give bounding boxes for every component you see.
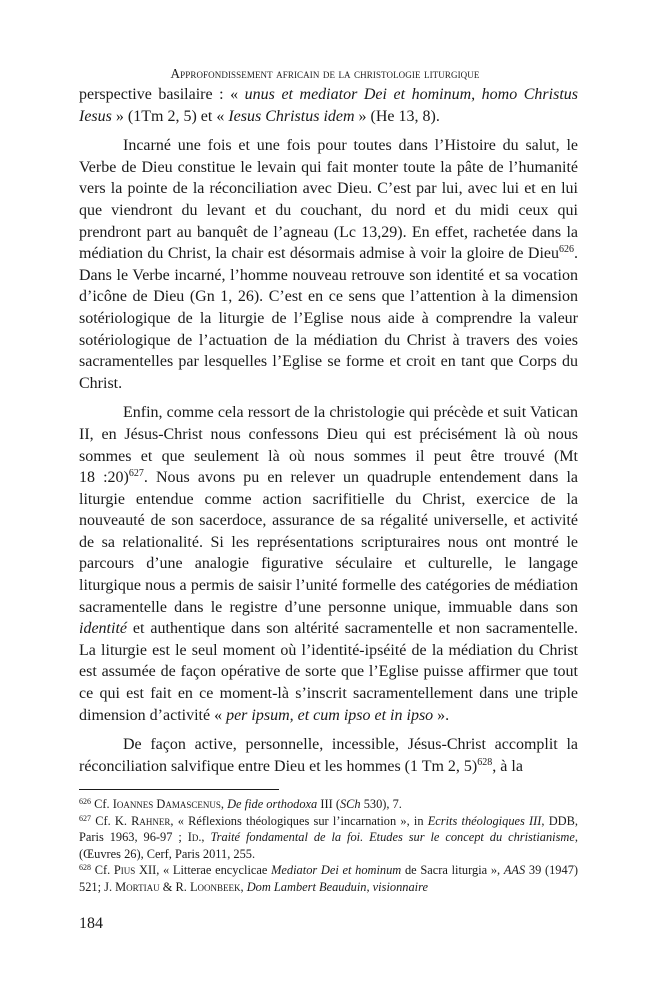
fn-author: Loonbeek <box>189 879 241 894</box>
footnote-627 <box>79 813 578 863</box>
main-text <box>79 84 578 777</box>
footnote-number: 628 <box>79 863 91 873</box>
p1-latin-quote-1: unus et mediator Dei et hominum, homo Christus Iesus <box>79 86 579 125</box>
fn-author: Rahner <box>131 813 171 828</box>
p3-italic-identite: identité <box>79 620 127 638</box>
footnote-number: 626 <box>79 797 91 806</box>
fn-text: , « Réflexions théologiques sur l’incarnation », in <box>170 813 428 828</box>
fn-text: , <box>201 830 211 845</box>
p4-text-2: , à la <box>492 757 523 775</box>
fn-text: , <box>240 879 247 894</box>
fn-text: de Sacra liturgia », <box>401 863 504 878</box>
fn-text: Cf. <box>91 797 113 811</box>
running-header: Approfondissement africain de la christologie liturgique <box>170 66 480 81</box>
paragraph-2 <box>79 135 578 394</box>
page-number: 184 <box>79 915 103 932</box>
fn-journal: AAS <box>503 863 526 878</box>
fn-text: III ( <box>317 797 340 811</box>
fn-text: & R. <box>159 879 190 894</box>
fn-series: SCh <box>339 797 361 811</box>
p2-text-1: Incarné une fois et une fois pour toutes dans l’Histoire du salut, le Verbe de Dieu constitue le levain qui fait monter toute la pâte de l’humanité vers la pointe de la réconciliation avec Dieu. C’est par lui, avec lui et en lui que viendront du levant et du couchant, du nord et du midi ceux qui prendront part au banquêt de l’agneau (Lc 13,29). En effet, rachetée dans la médiation du Christ, la chair est désormais admise à voir la gloire de Dieu <box>79 137 578 263</box>
fn-title: Traité fondamental de la foi. Etudes sur le concept du christianisme <box>210 830 575 845</box>
p3-text-1: Enfin, comme cela ressort de la christologie qui précède et suit Vatican II, en Jésus-Christ nous confessons Dieu qui est précisément là où nous sommes et que seulement là où nous sommes il peut être trouvé (Mt 18 :20) <box>79 404 578 487</box>
footnote-separator <box>79 789 279 790</box>
footnote-number: 627 <box>79 813 91 823</box>
fn-title: De fide orthodoxa <box>227 797 318 811</box>
fn-author: Id. <box>187 830 202 845</box>
fn-title: Mediator Dei et hominum <box>271 863 402 878</box>
fn-author: Mortiau <box>115 879 160 894</box>
p1-text-3: » (He 13, 8). <box>354 107 440 125</box>
fn-text: 39 (1947) 521; J. <box>79 863 579 894</box>
p1-text-2: » (1Tm 2, 5) et « <box>111 107 229 125</box>
footnote-ref-628[interactable]: 628 <box>477 756 493 768</box>
footnote-628 <box>79 862 578 895</box>
p2-text-2: . Dans le Verbe incarné, l’homme nouveau retrouve son identité et sa vocation d’icône de Dieu (Gn 1, 26). C’est en ce sens que l’attention à la dimension sotériologique de la liturgie de l’Eglise nous aide à comprendre la valeur sotériologique de l’actuation de la médiation du Christ à travers des voies sacramentelles par lesquelles l’Eglise se forme et croit en tant que Corps du Christ. <box>79 245 578 392</box>
fn-text: , DDB, Paris 1963, 96-97 ; <box>79 813 578 845</box>
p1-latin-quote-2: Iesus Christus idem <box>228 107 355 125</box>
p3-text-4: ». <box>433 706 450 724</box>
p3-latin-quote: per ipsum, et cum ipso et in ipso <box>226 706 434 724</box>
fn-text: , (Œuvres 26), Cerf, Paris 2011, 255. <box>79 830 578 861</box>
fn-title: Dom Lambert Beauduin, visionnaire <box>246 879 428 894</box>
paragraph-1 <box>79 84 578 127</box>
footnote-626 <box>79 796 578 813</box>
paragraph-3 <box>79 402 578 726</box>
fn-author: Pius <box>113 863 136 878</box>
p4-text-1: De façon active, personnelle, incessible, Jésus-Christ accomplit la réconciliation salvifique entre Dieu et les hommes (1 Tm 2, 5) <box>79 736 578 775</box>
fn-text: 530), 7. <box>360 797 402 811</box>
fn-text: Cf. <box>91 863 114 878</box>
p3-text-3: et authentique dans son altérité sacramentelle et non sacramentelle. La liturgie est le seul moment où l’identité-ipséité de la médiation du Christ est assumée de façon opérative de sorte que l’Eglise puisse affirmer que tout ce qui est fait en ce moment-là s’inscrit sacramentellement dans une triple dimension d’activité « <box>79 620 578 724</box>
fn-text: XII, « Litterae encyclicae <box>135 863 272 878</box>
fn-author: Ioannes Damascenus <box>112 797 221 811</box>
p1-text-1: perspective basilaire : « <box>79 86 245 103</box>
paragraph-4 <box>79 734 578 777</box>
p3-text-2: . Nous avons pu en relever un quadruple entendement dans la liturgie entendue comme action sacrifitielle du Christ, exercice de la nouveauté de son sacerdoce, assurance de sa régalité universelle, et activité de sa relationalité. Si les représentations scripturaires nous ont montré le parcours d’une analogie figurative séculaire et culturelle, le langage liturgique nous a permis de saisir l’unité formelle des catégories de médiation sacramentelle dans le registre d’une personne unique, immuable dans son <box>79 469 578 616</box>
fn-title: Ecrits théologiques III <box>427 813 542 828</box>
fn-text: , <box>220 797 228 811</box>
footnote-ref-627[interactable]: 627 <box>128 468 144 480</box>
fn-text: Cf. K. <box>91 813 132 828</box>
footnotes <box>79 796 578 896</box>
footnote-ref-626[interactable]: 626 <box>559 244 574 256</box>
